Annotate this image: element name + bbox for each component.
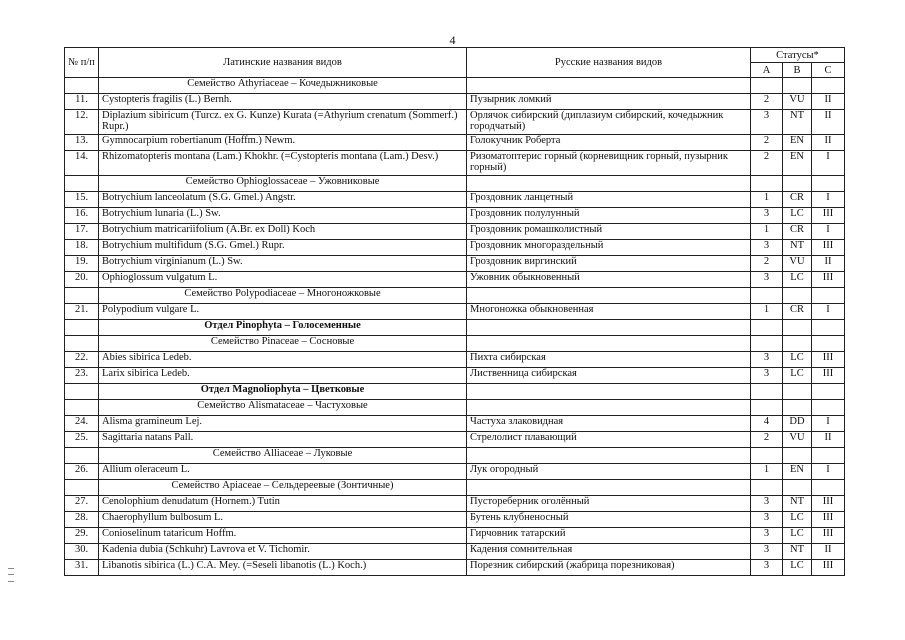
status-b: NT bbox=[783, 544, 812, 560]
table-row bbox=[65, 544, 845, 560]
latin-name: Botrychium matricariifolium (A.Br. ex Doll) Koch bbox=[99, 224, 467, 240]
table-row bbox=[65, 208, 845, 224]
russian-name: Кадения сомнительная bbox=[467, 544, 751, 560]
status-c: I bbox=[812, 304, 845, 320]
latin-name: Botrychium lunaria (L.) Sw. bbox=[99, 208, 467, 224]
row-number: 16. bbox=[65, 208, 99, 224]
family-row bbox=[65, 336, 845, 352]
russian-name-cell bbox=[467, 288, 751, 304]
status-c: II bbox=[812, 135, 845, 151]
latin-name: Botrychium virginianum (L.) Sw. bbox=[99, 256, 467, 272]
row-number-cell bbox=[65, 384, 99, 400]
status-a: 3 bbox=[751, 240, 783, 256]
status-a: 3 bbox=[751, 208, 783, 224]
table-row bbox=[65, 224, 845, 240]
status-b: EN bbox=[783, 151, 812, 176]
status-c: III bbox=[812, 528, 845, 544]
status-b: NT bbox=[783, 110, 812, 135]
row-number-cell bbox=[65, 176, 99, 192]
row-number: 26. bbox=[65, 464, 99, 480]
latin-name: Chaerophyllum bulbosum L. bbox=[99, 512, 467, 528]
row-number-cell bbox=[65, 480, 99, 496]
table-row bbox=[65, 240, 845, 256]
row-number-cell bbox=[65, 448, 99, 464]
status-c-cell bbox=[812, 336, 845, 352]
status-b-cell bbox=[783, 176, 812, 192]
family-row bbox=[65, 176, 845, 192]
status-a: 3 bbox=[751, 352, 783, 368]
latin-name: Gymnocarpium robertianum (Hoffm.) Newm. bbox=[99, 135, 467, 151]
header-statuses: Статусы* bbox=[751, 48, 845, 63]
status-a: 1 bbox=[751, 224, 783, 240]
russian-name: Пустореберник оголённый bbox=[467, 496, 751, 512]
row-number: 28. bbox=[65, 512, 99, 528]
status-c-cell bbox=[812, 400, 845, 416]
status-b: EN bbox=[783, 464, 812, 480]
russian-name: Пихта сибирская bbox=[467, 352, 751, 368]
status-c: I bbox=[812, 192, 845, 208]
table-row bbox=[65, 135, 845, 151]
status-a-cell bbox=[751, 480, 783, 496]
header-russian: Русские названия видов bbox=[467, 48, 751, 78]
status-c-cell bbox=[812, 480, 845, 496]
status-b-cell bbox=[783, 400, 812, 416]
division-row bbox=[65, 384, 845, 400]
status-b-cell bbox=[783, 384, 812, 400]
status-a: 3 bbox=[751, 368, 783, 384]
russian-name-cell bbox=[467, 400, 751, 416]
status-a-cell bbox=[751, 78, 783, 94]
russian-name: Ризоматоптерис горный (корневищник горный, пузырник горный) bbox=[467, 151, 751, 176]
family-name: Семейство Apiaceae – Сельдереевые (Зонтичные) bbox=[99, 480, 467, 496]
row-number-cell bbox=[65, 336, 99, 352]
status-c: III bbox=[812, 496, 845, 512]
status-b: LC bbox=[783, 368, 812, 384]
russian-name: Гирчовник татарский bbox=[467, 528, 751, 544]
status-c: III bbox=[812, 208, 845, 224]
russian-name-cell bbox=[467, 78, 751, 94]
status-c: II bbox=[812, 256, 845, 272]
status-b-cell bbox=[783, 288, 812, 304]
table-row bbox=[65, 560, 845, 576]
status-c: I bbox=[812, 224, 845, 240]
table-row bbox=[65, 256, 845, 272]
status-b: DD bbox=[783, 416, 812, 432]
status-b: NT bbox=[783, 496, 812, 512]
status-b: LC bbox=[783, 560, 812, 576]
family-row bbox=[65, 288, 845, 304]
russian-name: Лиственница сибирская bbox=[467, 368, 751, 384]
status-a: 2 bbox=[751, 256, 783, 272]
latin-name: Cenolophium denudatum (Hornem.) Tutin bbox=[99, 496, 467, 512]
family-name: Семейство Alliaceae – Луковые bbox=[99, 448, 467, 464]
status-a-cell bbox=[751, 320, 783, 336]
row-number: 22. bbox=[65, 352, 99, 368]
status-c: III bbox=[812, 240, 845, 256]
table-row bbox=[65, 151, 845, 176]
status-b: LC bbox=[783, 512, 812, 528]
family-name: Семейство Pinaceae – Сосновые bbox=[99, 336, 467, 352]
russian-name: Гроздовник многораздельный bbox=[467, 240, 751, 256]
status-c-cell bbox=[812, 78, 845, 94]
table-row bbox=[65, 192, 845, 208]
row-number: 27. bbox=[65, 496, 99, 512]
family-name: Семейство Polypodiaceae – Многоножковые bbox=[99, 288, 467, 304]
russian-name-cell bbox=[467, 448, 751, 464]
russian-name: Гроздовник ромашколистный bbox=[467, 224, 751, 240]
table-row bbox=[65, 512, 845, 528]
status-a: 1 bbox=[751, 304, 783, 320]
status-b: EN bbox=[783, 135, 812, 151]
latin-name: Alisma gramineum Lej. bbox=[99, 416, 467, 432]
latin-name: Polypodium vulgare L. bbox=[99, 304, 467, 320]
row-number: 11. bbox=[65, 94, 99, 110]
russian-name: Бутень клубненосный bbox=[467, 512, 751, 528]
header-col-c: С bbox=[812, 63, 845, 78]
row-number: 13. bbox=[65, 135, 99, 151]
table-row bbox=[65, 272, 845, 288]
status-c: I bbox=[812, 416, 845, 432]
status-a: 2 bbox=[751, 94, 783, 110]
table-row bbox=[65, 416, 845, 432]
status-a-cell bbox=[751, 400, 783, 416]
status-c: I bbox=[812, 151, 845, 176]
status-c-cell bbox=[812, 176, 845, 192]
status-a: 3 bbox=[751, 512, 783, 528]
latin-name: Botrychium multifidum (S.G. Gmel.) Rupr. bbox=[99, 240, 467, 256]
status-c: III bbox=[812, 272, 845, 288]
row-number-cell bbox=[65, 400, 99, 416]
row-number: 18. bbox=[65, 240, 99, 256]
row-number: 14. bbox=[65, 151, 99, 176]
status-a: 2 bbox=[751, 151, 783, 176]
family-row bbox=[65, 448, 845, 464]
russian-name-cell bbox=[467, 336, 751, 352]
status-a-cell bbox=[751, 384, 783, 400]
status-c: II bbox=[812, 110, 845, 135]
family-name: Семейство Athyriaceae – Кочедыжниковые bbox=[99, 78, 467, 94]
species-table bbox=[64, 47, 845, 576]
row-number: 31. bbox=[65, 560, 99, 576]
status-b: LC bbox=[783, 272, 812, 288]
table-body bbox=[65, 78, 845, 576]
russian-name-cell bbox=[467, 176, 751, 192]
russian-name: Голокучник Роберта bbox=[467, 135, 751, 151]
status-a: 3 bbox=[751, 544, 783, 560]
division-row bbox=[65, 320, 845, 336]
row-number: 17. bbox=[65, 224, 99, 240]
russian-name: Гроздовник полулунный bbox=[467, 208, 751, 224]
latin-name: Kadenia dubia (Schkuhr) Lavrova et V. Tichomir. bbox=[99, 544, 467, 560]
status-a: 3 bbox=[751, 560, 783, 576]
latin-name: Rhizomatopteris montana (Lam.) Khokhr. (=Cystopteris montana (Lam.) Desv.) bbox=[99, 151, 467, 176]
row-number: 19. bbox=[65, 256, 99, 272]
row-number: 25. bbox=[65, 432, 99, 448]
status-a: 1 bbox=[751, 192, 783, 208]
russian-name-cell bbox=[467, 320, 751, 336]
russian-name: Гроздовник ланцетный bbox=[467, 192, 751, 208]
family-name: Семейство Ophioglossaceae – Ужовниковые bbox=[99, 176, 467, 192]
status-c: II bbox=[812, 432, 845, 448]
russian-name-cell bbox=[467, 480, 751, 496]
row-number: 20. bbox=[65, 272, 99, 288]
russian-name: Ужовник обыкновенный bbox=[467, 272, 751, 288]
status-a: 2 bbox=[751, 135, 783, 151]
latin-name: Botrychium lanceolatum (S.G. Gmel.) Angstr. bbox=[99, 192, 467, 208]
russian-name: Порезник сибирский (жабрица порезниковая) bbox=[467, 560, 751, 576]
russian-name-cell bbox=[467, 384, 751, 400]
header-col-b: В bbox=[783, 63, 812, 78]
margin-mark bbox=[8, 568, 14, 582]
family-row bbox=[65, 400, 845, 416]
status-b-cell bbox=[783, 336, 812, 352]
status-b: CR bbox=[783, 224, 812, 240]
latin-name: Cystopteris fragilis (L.) Bernh. bbox=[99, 94, 467, 110]
status-c: II bbox=[812, 544, 845, 560]
russian-name: Частуха злаковидная bbox=[467, 416, 751, 432]
row-number: 15. bbox=[65, 192, 99, 208]
status-c: I bbox=[812, 464, 845, 480]
table-row bbox=[65, 464, 845, 480]
status-b-cell bbox=[783, 480, 812, 496]
status-a: 1 bbox=[751, 464, 783, 480]
latin-name: Abies sibirica Ledeb. bbox=[99, 352, 467, 368]
division-name: Отдел Magnoliophyta – Цветковые bbox=[99, 384, 467, 400]
table-row bbox=[65, 352, 845, 368]
status-a-cell bbox=[751, 288, 783, 304]
row-number: 21. bbox=[65, 304, 99, 320]
status-a: 3 bbox=[751, 528, 783, 544]
status-b: VU bbox=[783, 256, 812, 272]
table-row bbox=[65, 94, 845, 110]
status-c: III bbox=[812, 352, 845, 368]
header-col-a: А bbox=[751, 63, 783, 78]
division-name: Отдел Pinophyta – Голосеменные bbox=[99, 320, 467, 336]
latin-name: Conioselinum tataricum Hoffm. bbox=[99, 528, 467, 544]
status-c: III bbox=[812, 368, 845, 384]
family-row bbox=[65, 480, 845, 496]
header-latin: Латинские названия видов bbox=[99, 48, 467, 78]
status-b: VU bbox=[783, 432, 812, 448]
status-a: 3 bbox=[751, 496, 783, 512]
latin-name: Larix sibirica Ledeb. bbox=[99, 368, 467, 384]
status-a: 2 bbox=[751, 432, 783, 448]
status-c: II bbox=[812, 94, 845, 110]
row-number: 29. bbox=[65, 528, 99, 544]
table-row bbox=[65, 528, 845, 544]
row-number-cell bbox=[65, 320, 99, 336]
russian-name: Гроздовник виргинский bbox=[467, 256, 751, 272]
status-b: LC bbox=[783, 528, 812, 544]
status-a: 4 bbox=[751, 416, 783, 432]
latin-name: Sagittaria natans Pall. bbox=[99, 432, 467, 448]
status-b: CR bbox=[783, 304, 812, 320]
status-a-cell bbox=[751, 448, 783, 464]
row-number-cell bbox=[65, 288, 99, 304]
russian-name: Лук огородный bbox=[467, 464, 751, 480]
status-b: CR bbox=[783, 192, 812, 208]
status-c-cell bbox=[812, 384, 845, 400]
status-c-cell bbox=[812, 448, 845, 464]
status-b: LC bbox=[783, 208, 812, 224]
status-c: III bbox=[812, 512, 845, 528]
status-b: VU bbox=[783, 94, 812, 110]
status-b-cell bbox=[783, 448, 812, 464]
table-row bbox=[65, 432, 845, 448]
row-number: 30. bbox=[65, 544, 99, 560]
latin-name: Ophioglossum vulgatum L. bbox=[99, 272, 467, 288]
status-a-cell bbox=[751, 176, 783, 192]
status-b-cell bbox=[783, 78, 812, 94]
table-row bbox=[65, 368, 845, 384]
latin-name: Diplazium sibiricum (Turcz. ex G. Kunze) Kurata (=Athyrium crenatum (Sommerf.) Rupr.) bbox=[99, 110, 467, 135]
latin-name: Allium oleraceum L. bbox=[99, 464, 467, 480]
russian-name: Стрелолист плавающий bbox=[467, 432, 751, 448]
russian-name: Орлячок сибирский (диплазиум сибирский, кочедыжник городчатый) bbox=[467, 110, 751, 135]
latin-name: Libanotis sibirica (L.) C.A. Mey. (=Seseli libanotis (L.) Koch.) bbox=[99, 560, 467, 576]
status-c-cell bbox=[812, 288, 845, 304]
row-number: 23. bbox=[65, 368, 99, 384]
status-c: III bbox=[812, 560, 845, 576]
status-a: 3 bbox=[751, 272, 783, 288]
row-number: 12. bbox=[65, 110, 99, 135]
family-row bbox=[65, 78, 845, 94]
row-number-cell bbox=[65, 78, 99, 94]
row-number: 24. bbox=[65, 416, 99, 432]
table-row bbox=[65, 304, 845, 320]
status-b: LC bbox=[783, 352, 812, 368]
header-num: № п/п bbox=[65, 48, 99, 78]
status-b-cell bbox=[783, 320, 812, 336]
family-name: Семейство Alismataceae – Частуховые bbox=[99, 400, 467, 416]
status-a: 3 bbox=[751, 110, 783, 135]
russian-name: Пузырник ломкий bbox=[467, 94, 751, 110]
status-c-cell bbox=[812, 320, 845, 336]
page-number: 4 bbox=[449, 33, 456, 47]
russian-name: Многоножка обыкновенная bbox=[467, 304, 751, 320]
table-row bbox=[65, 110, 845, 135]
status-a-cell bbox=[751, 336, 783, 352]
table-row bbox=[65, 496, 845, 512]
status-b: NT bbox=[783, 240, 812, 256]
